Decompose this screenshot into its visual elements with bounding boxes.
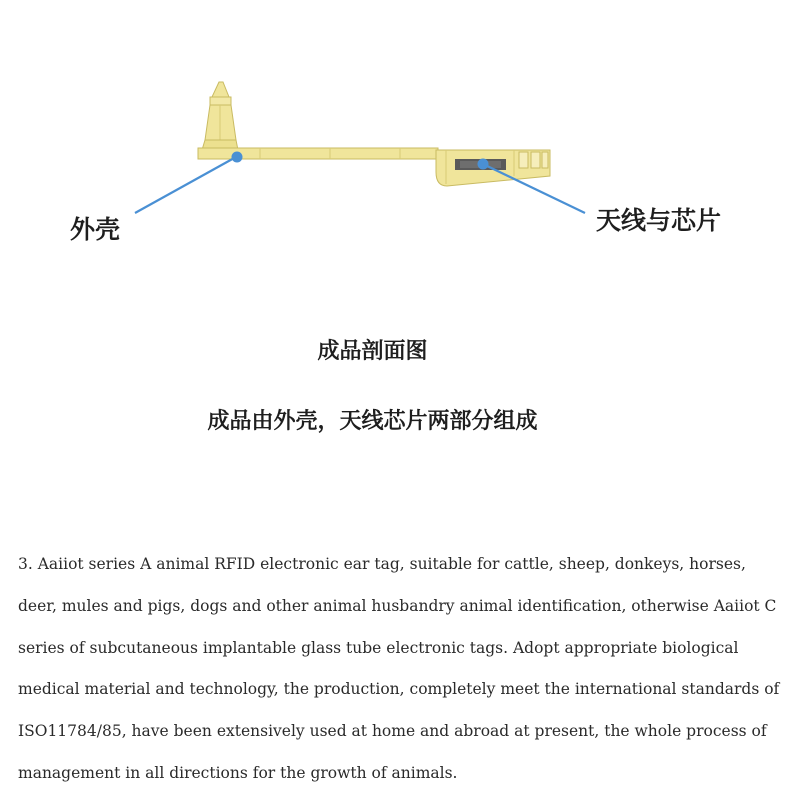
section-subtitle: 成品由外壳，天线芯片两部分组成	[207, 409, 538, 434]
cross-section-diagram	[0, 0, 800, 300]
ear-tag-illustration	[0, 0, 800, 300]
ear-tag-pin	[202, 82, 238, 150]
section-title: 成品剖面图	[317, 339, 428, 364]
label-antenna-chip: 天线与芯片	[596, 206, 722, 235]
description-paragraph: 3. Aaiiot series A animal RFID electronic ear tag, suitable for cattle, sheep, donkeys, horses, deer, mules and pigs, dogs and other animal husbandry animal identification, otherwise Aaiiot C series of subcutaneous implantable glass tube electronic tags. Adopt appropriate biological medical material and technology, the production, completely meet the international standards of ISO11784/85, have been extensively used at home and abroad at present, the whole process of management in all directions for the growth of animals.	[18, 555, 780, 782]
label-shell: 外壳	[70, 215, 121, 244]
callout-shell	[135, 152, 243, 214]
